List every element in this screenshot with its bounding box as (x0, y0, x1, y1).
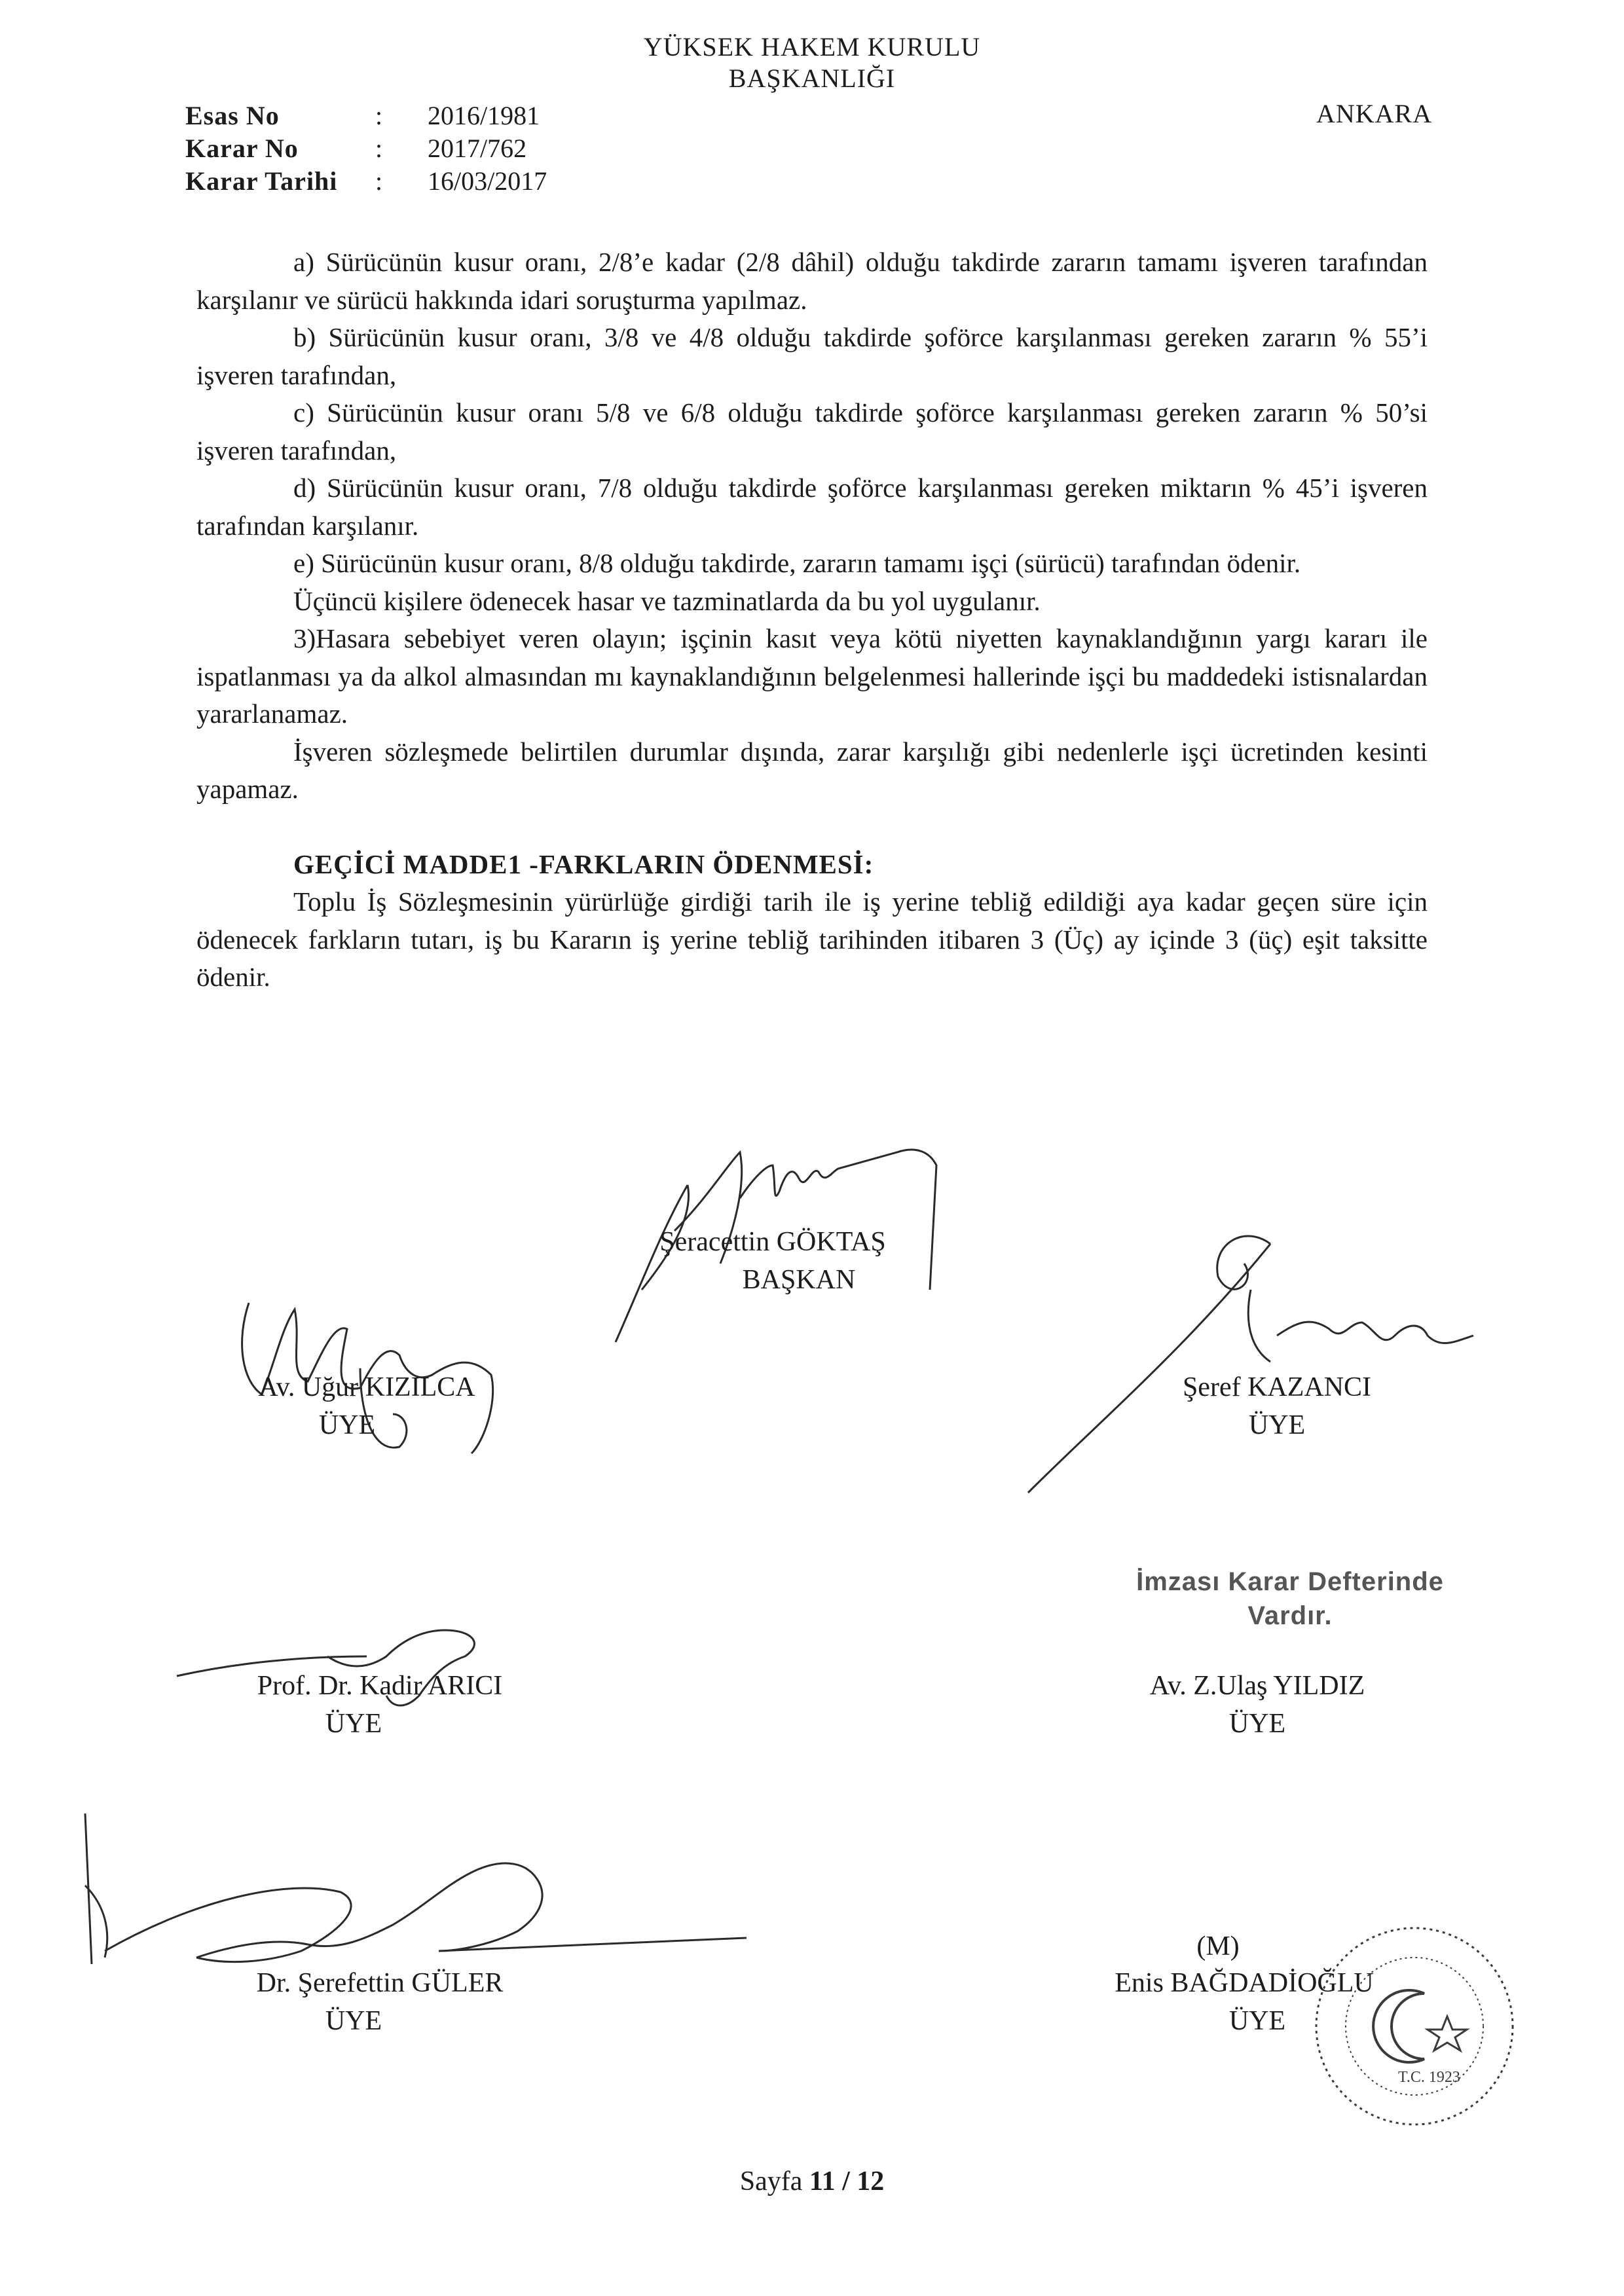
meta-colon: : (375, 134, 383, 163)
clause-e: e) Sürücünün kusur oranı, 8/8 olduğu takdirde, zararın tamamı işçi (sürücü) tarafından ödenir. (293, 548, 1301, 578)
member-bagdadioglu-role: ÜYE (1228, 2006, 1286, 2036)
chair-role: BAŞKAN (742, 1265, 856, 1295)
case-number-row (185, 100, 540, 132)
meta-colon: : (375, 101, 383, 130)
closing-paragraph: Toplu İş Sözleşmesinin yürürlüğe girdiği tarih ile iş yerine tebliğ edildiği aya kadar geçen süre için ödenecek farkların tutarı, iş bu Kararın iş yerine tebliğ tarihinden itibaren 3 (Üç) ay içinde 3 (üç) eşit taksitte ödenir. (196, 886, 1428, 992)
page-number (0, 2166, 1624, 2197)
member-arici-role: ÜYE (325, 1709, 382, 1739)
official-stamp (1277, 1918, 1552, 2134)
decision-number-row (185, 132, 526, 165)
member-guler-role: ÜYE (325, 2006, 382, 2036)
case-number-label: Esas No (185, 101, 280, 130)
member-guler-name: Dr. Şerefettin GÜLER (256, 1968, 504, 1998)
decision-number-label: Karar No (185, 134, 299, 163)
third-party-paragraph: Üçüncü kişilere ödenecek hasar ve tazminatlarda da bu yol uygulanır. (293, 585, 1041, 616)
decision-date-row (185, 165, 547, 198)
clause-d: d) Sürücünün kusur oranı, 7/8 olduğu takdirde şoförce karşılanması gereken miktarın % 45’i işveren tarafından karşılanır. (196, 473, 1428, 541)
page-total: 12 (857, 2166, 885, 2196)
member-kizilca-name: Av. Uğur KIZILCA (258, 1372, 475, 1402)
clause-3-paragraph: 3)Hasara sebebiyet veren olayın; işçinin kasıt veya kötü niyetten kaynaklandığının yargı kararı ile ispatlanması ya da alkol almasından mı kaynaklandığının belgelenmesi hallerinde işçi bu maddedeki istisnalardan yararlanamaz. (196, 623, 1428, 729)
member-kazanci-signature (1022, 1205, 1493, 1512)
member-yildiz-name: Av. Z.Ulaş YILDIZ (1149, 1671, 1365, 1701)
page-current: 11 (809, 2166, 836, 2196)
member-kazanci-name: Şeref KAZANCI (1182, 1372, 1372, 1402)
signature-note-line1: İmzası Karar Defterinde (1136, 1567, 1444, 1596)
clause-b: b) Sürücünün kusur oranı, 3/8 ve 4/8 olduğu takdirde şoförce karşılanması gereken zararın % 55’i işveren tarafından, (196, 322, 1428, 390)
member-bagdadioglu-prefix: (M) (1196, 1931, 1240, 1961)
page-label: Sayfa (739, 2166, 803, 2196)
clause-a: a) Sürücünün kusur oranı, 2/8’e kadar (2/8 dâhil) olduğu takdirde zararın tamamı işveren tarafından karşılanır ve sürücü hakkında idari soruşturma yapılmaz. (196, 247, 1428, 315)
organization-name: YÜKSEK HAKEM KURULU (643, 32, 981, 62)
deduction-paragraph: İşveren sözleşmede belirtilen durumlar dışında, zarar karşılığı gibi nedenlerle işçi ücretinden kesinti yapamaz. (196, 736, 1428, 804)
decision-body (196, 244, 1428, 996)
member-kizilca-role: ÜYE (318, 1410, 376, 1440)
page-separator: / (842, 2166, 850, 2196)
chair-name: Şeracettin GÖKTAŞ (659, 1227, 886, 1257)
decision-date-label: Karar Tarihi (185, 166, 338, 196)
case-number-value: 2016/1981 (428, 101, 540, 130)
signature-note-line2: Vardır. (1247, 1601, 1333, 1630)
section-heading: GEÇİCİ MADDE1 -FARKLARIN ÖDENMESİ: (293, 848, 874, 879)
city-label: ANKARA (1316, 99, 1433, 128)
decision-date-value: 16/03/2017 (428, 166, 547, 196)
meta-colon: : (375, 166, 383, 196)
clause-c: c) Sürücünün kusur oranı 5/8 ve 6/8 olduğu takdirde şoförce karşılanması gereken zararın % 50’si işveren tarafından, (196, 397, 1428, 465)
member-kazanci-role: ÜYE (1248, 1410, 1306, 1440)
member-arici-name: Prof. Dr. Kadir ARICI (257, 1671, 503, 1701)
decision-number-value: 2017/762 (428, 134, 527, 163)
stamp-text: T.C. 1923 (1398, 2069, 1460, 2086)
member-yildiz-role: ÜYE (1228, 1709, 1286, 1739)
organization-subtitle: BAŞKANLIĞI (728, 64, 896, 93)
member-bagdadioglu-name: Enis BAĞDADİOĞLU (1115, 1968, 1374, 1998)
